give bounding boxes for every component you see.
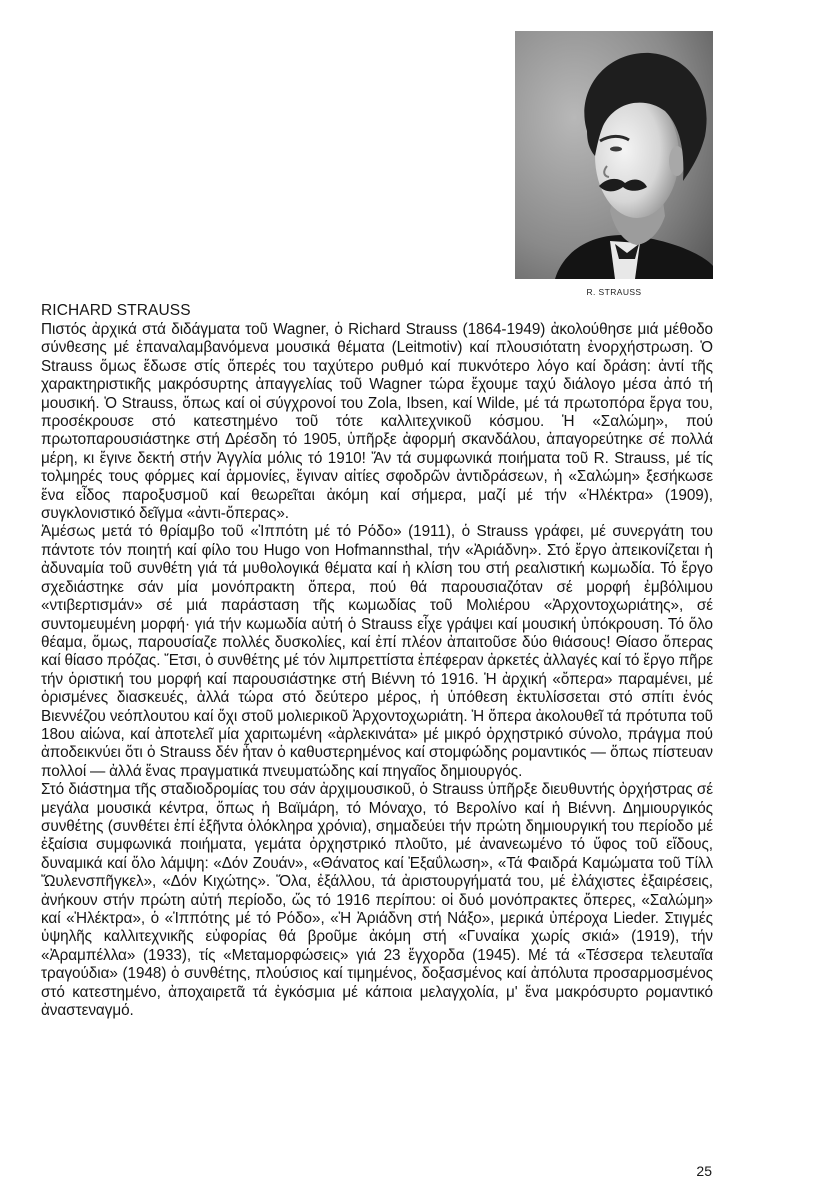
article-body	[41, 300, 713, 1020]
article-title: RICHARD STRAUSS	[41, 302, 191, 319]
paragraph-1: Πιστός ἀρχικά στά διδάγματα τοῦ Wagner, ὁ Richard Strauss (1864-1949) ἀκολούθησε μιά μέθοδο σύνθεσης μέ ἐπαναλαμβανόμενα μουσικά θέματα (Leitmotiv) καί πλουσιότατη ἐνορχήστρωση. Ὁ Strauss ὅμως ἔδωσε στίς ὄπερές του ταχύτερο ρυθμό καί πυκνότερο λόγο καί δράση: ἀντί τῆς χαρακτηριστικῆς μακρόσυρτης ἀπαγγελίας τοῦ Wagner τώρα ἔχουμε ταχύ διάλογο μέσα ἀπό τή μουσική. Ὁ Strauss, ὅπως καί οἱ σύγχρονοί του Zola, Ibsen, καί Wilde, μέ τά πρωτοπόρα ἔργα του, προσέκρουσε στό κατεστημένο τοῦ τότε καλλιτεχνικοῦ κόσμου. Ἡ «Σαλώμη», πού πρωτοπαρουσιάστηκε στή Δρέσδη τό 1905, ὑπῆρξε ἀφορμή σκανδάλου, ἀπαγορεύτηκε σέ πολλά μέρη, κι ἔγινε δεκτή στήν Ἀγγλία μόλις τό 1910! Ἄν τά συμφωνικά ποιήματα τοῦ R. Strauss, μέ τίς τολμηρές τους φόρμες καί ἁρμονίες, ἔγιναν αἰτίες σφοδρῶν ἀντιδράσεων, ἡ «Σαλώμη» ξεσήκωσε ἕνα εἶδος παροξυσμοῦ καί θεωρεῖται ἀκόμη καί σήμερα, μαζί μέ τήν «Ἡλέκτρα» (1909), συγκλονιστικό δεῖγμα «ἀντι-ὄπερας».	[41, 321, 713, 523]
eye	[610, 147, 622, 152]
portrait-illustration	[515, 31, 713, 279]
paragraph-2: Ἀμέσως μετά τό θρίαμβο τοῦ «Ἱππότη μέ τό Ρόδο» (1911), ὁ Strauss γράφει, μέ συνεργάτη του πάντοτε τόν ποιητή καί φίλο του Hugo von Hofmannsthal, τήν «Ἀριάδνη». Στό ἔργο ἀπεικονίζεται ἡ ἀδυναμία τοῦ συνθέτη γιά τά μυθολογικά θέματα καί ἡ κλίση του στή ρεαλιστική κωμωδία. Τό ἔργο σχεδιάστηκε σάν μία μονόπρακτη ὄπερα, πού θά παρουσιαζόταν σέ μορφή ἐμβόλιμου «ντιβερτισμάν» σέ μιά παράσταση τῆς κωμωδίας τοῦ Μολιέρου «Ἀρχοντοχωριάτης», σέ συντομευμένη μορφή· γιά τήν κωμωδία αὐτή ὁ Strauss εἶχε γράψει καί μουσική ὑπόκρουση. Τό ὅλο θέαμα, ὅμως, παρουσίαζε πολλές δυσκολίες, καί ἐπί πλέον ἀπαιτοῦσε δύο θιάσους! Θίασο ὄπερας καί θίασο πρόζας. Ἔτσι, ὁ συνθέτης μέ τόν λιμπρεττίστα ἐπέφεραν ἀρκετές ἀλλαγές καί τό ἔργο πῆρε τήν ὁριστική του μορφή καί παρουσιάστηκε στή Βιέννη τό 1916. Ἡ ἀρχική «ὄπερα» παραμένει, μέ ὁρισμένες διασκευές, ἀλλά τώρα στό δεύτερο μέρος, ἡ ὑπόθεση ἐκτυλίσσεται στό σπίτι ἑνός Βιεννέζου νεόπλουτου καί ὄχι στοῦ μολιερικοῦ Ἀρχοντοχωριάτη. Ἡ ὄπερα ἀκολουθεῖ τά πρότυπα τοῦ 18ου αἰώνα, καί ἀποτελεῖ μία χαριτωμένη «ἀρλεκινάτα» μέ μικρό ὀρχηστρικό σύνολο, πράγμα πού ἀποδεικνύει ὅτι ὁ Strauss δέν ἦταν ὁ καθυστερημένος καί στομφώδης ρομαντικός — ὅπως πίστευαν πολλοί — ἀλλά ἕνας πραγματικά πνευματώδης καί πηγαῖος δημιουργός.	[41, 523, 713, 780]
paragraph-3: Στό διάστημα τῆς σταδιοδρομίας του σάν ἀρχιμουσικοῦ, ὁ Strauss ὑπῆρξε διευθυντής ὀρχήστρας σέ μεγάλα μουσικά κέντρα, ὅπως ἡ Βαϊμάρη, τό Μόναχο, τό Βερολίνο καί ἡ Βιέννη. Δημιουργικός συνθέτης (συνθέτει ἐπί ἑξῆντα ὁλόκληρα χρόνια), σημαδεύει τήν πρώτη δημιουργική του περίοδο μέ ἐξαίσια συμφωνικά ποιήματα, γεμάτα ὀρχηστρικό πλοῦτο, μέ ἀνανεωμένο τό ὕφος τοῦ εἴδους, δυναμικά καί ὅλο λάμψη: «Δόν Ζουάν», «Θάνατος καί Ἐξαΰλωση», «Τά Φαιδρά Καμώματα τοῦ Τίλλ Ὤυλενσπῆγκελ», «Δόν Κιχώτης». Ὅλα, ἐξάλλου, τά ἀριστουργήματά του, μέ ἐλάχιστες ἐξαιρέσεις, ἀνήκουν στήν πρώτη αὐτή περίοδο, ὥς τό 1916 περίπου: οἱ δυό μονόπρακτες ὄπερες, «Σαλώμη» καί «Ἡλέκτρα», ὁ «Ἱππότης μέ τό Ρόδο», «Ἡ Ἀριάδνη στή Νάξο», μερικά ὑπέροχα Lieder. Στιγμές ὑψηλῆς καλλιτεχνικῆς εὐφορίας θά βροῦμε ἀκόμη στή «Γυναίκα χωρίς σκιά» (1919), τήν «Ἀραμπέλλα» (1933), τίς «Μεταμορφώσεις» γιά 23 ἔγχορδα (1945). Μέ τά «Τέσσερα τελευταῖα τραγούδια» (1948) ὁ συνθέτης, πλούσιος καί τιμημένος, δοξασμένος καί ἀπόλυτα προσαρμοσμένος στό κατεστημένο, ἀποχαιρετᾶ τά ἐγκόσμια μέ κάποια μελαγχολία, μ' ἕνα μακρόσυρτο ρομαντικό ἀναστεναγμό.	[41, 781, 713, 1020]
photo-caption: R. STRAUSS	[586, 287, 642, 297]
portrait-photo	[515, 31, 713, 279]
page-number: 25	[696, 1163, 712, 1179]
